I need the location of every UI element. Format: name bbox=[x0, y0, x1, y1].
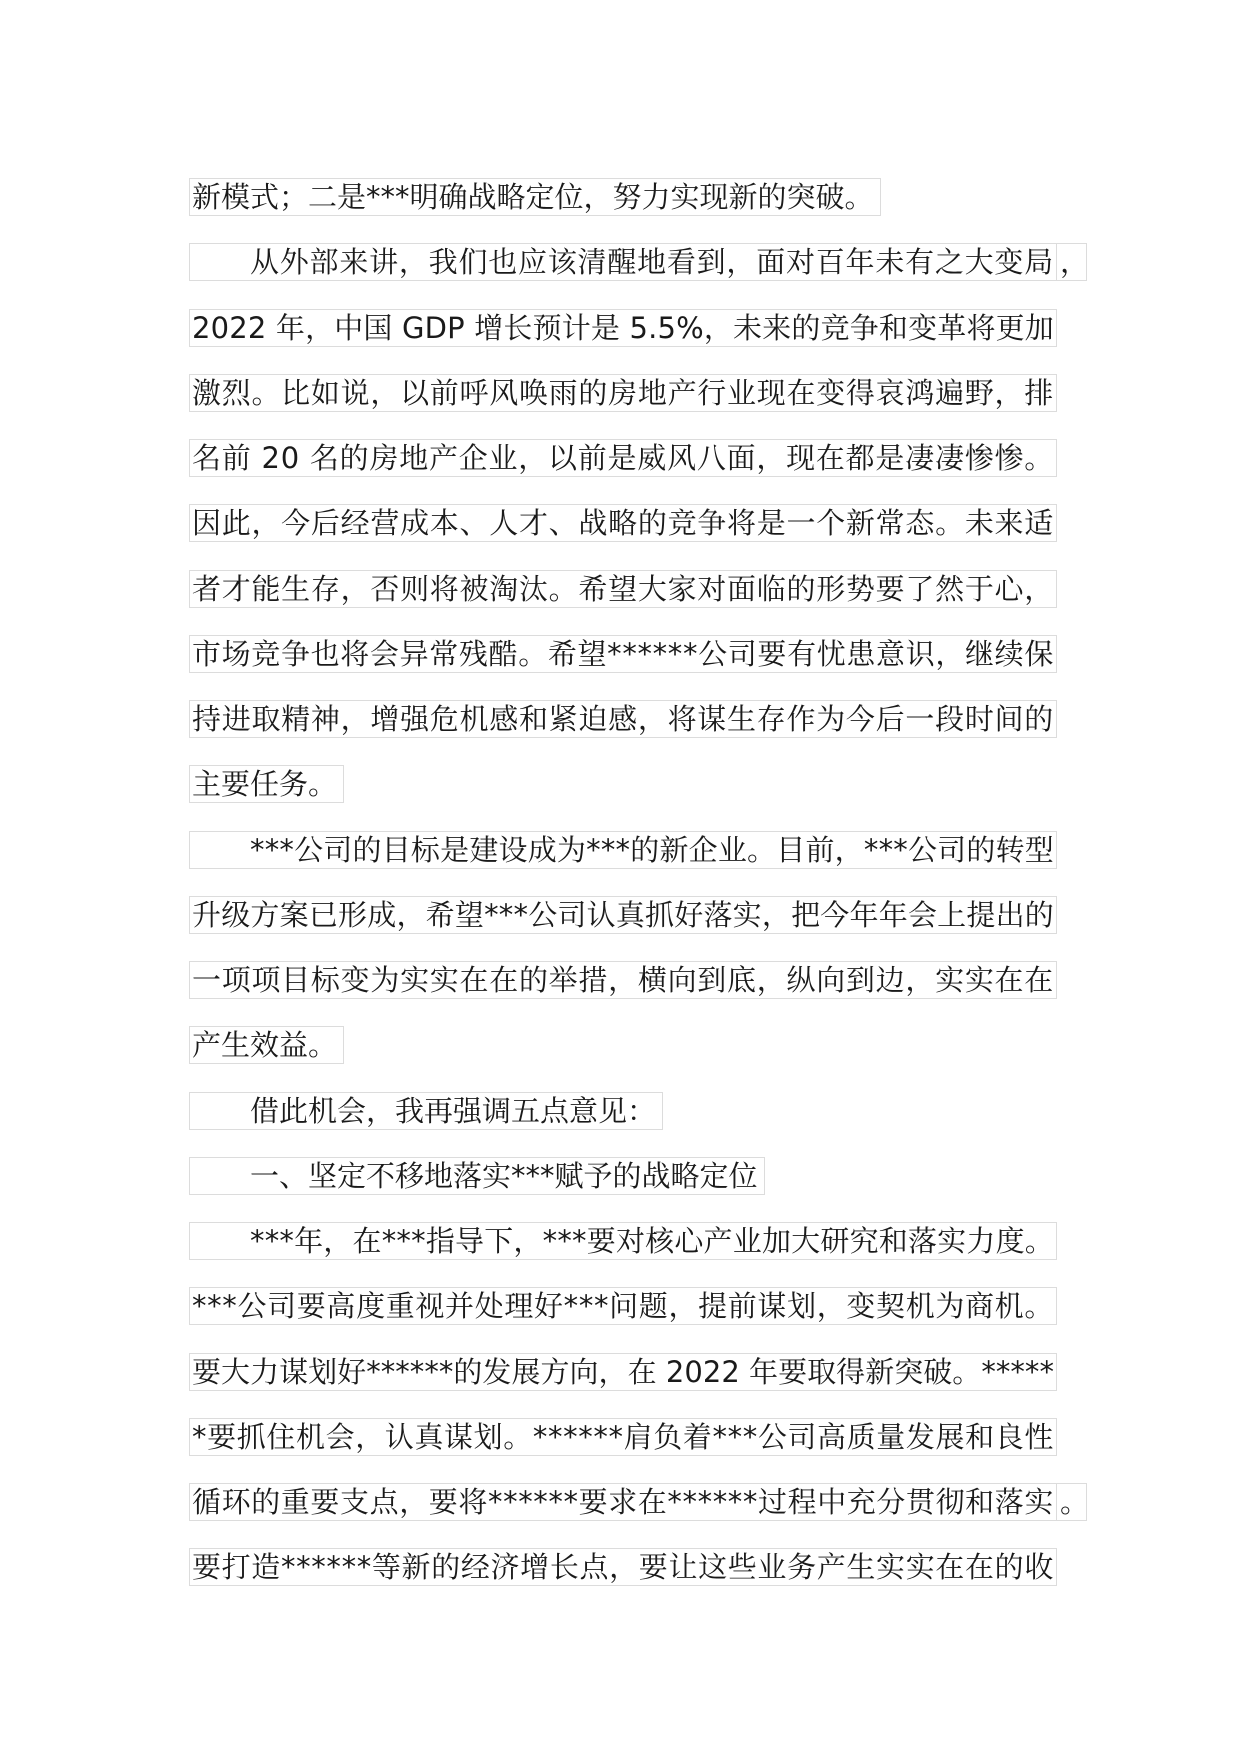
text-line bbox=[189, 243, 1109, 281]
text-line bbox=[189, 961, 1109, 999]
text-line bbox=[189, 504, 1109, 542]
line-box bbox=[189, 765, 344, 803]
line-box bbox=[189, 1092, 663, 1130]
line-text: 者才能生存，否则将被淘汰。希望大家对面临的形势要了然于心， bbox=[192, 571, 1054, 606]
line-text: 一项项目标变为实实在在的举措，横向到底，纵向到边，实实在在 bbox=[192, 963, 1054, 997]
line-text: *要抓住机会，认真谋划。******肩负着***公司高质量发展和良性 bbox=[192, 1419, 1054, 1454]
text-line bbox=[189, 700, 1109, 738]
line-box bbox=[189, 309, 1057, 347]
document-page bbox=[189, 178, 1109, 1614]
line-text: 名前 20 名的房地产企业，以前是威风八面，现在都是凄凄惨惨。 bbox=[192, 441, 1054, 475]
line-tail-punctuation: 。 bbox=[1060, 1485, 1090, 1519]
text-line bbox=[189, 831, 1109, 869]
line-text: 主要任务。 bbox=[192, 767, 338, 802]
text-line bbox=[189, 439, 1109, 477]
line-box bbox=[189, 570, 1057, 608]
text-line bbox=[189, 374, 1109, 412]
line-box bbox=[189, 1026, 344, 1064]
line-text: 2022 年，中国 GDP 增长预计是 5.5%，未来的竞争和变革将更加 bbox=[192, 310, 1054, 345]
text-line bbox=[189, 178, 1109, 216]
line-tail-punctuation: ， bbox=[1060, 245, 1090, 280]
section-heading: 一、坚定不移地落实***赋予的战略定位 bbox=[250, 1158, 758, 1193]
line-box bbox=[189, 1353, 1057, 1391]
line-text: ***公司的目标是建设成为***的新企业。目前，***公司的转型 bbox=[250, 832, 1054, 867]
line-box bbox=[189, 1418, 1057, 1456]
text-line bbox=[189, 1092, 1109, 1130]
line-text: 从外部来讲，我们也应该清醒地看到，面对百年未有之大变局 bbox=[250, 245, 1054, 280]
line-box bbox=[189, 1287, 1057, 1325]
text-line bbox=[189, 1483, 1109, 1521]
text-line bbox=[189, 765, 1109, 803]
line-box bbox=[189, 374, 1057, 412]
line-box bbox=[189, 831, 1057, 869]
section-heading-box bbox=[189, 1157, 765, 1195]
text-line bbox=[189, 1026, 1109, 1064]
line-box bbox=[189, 243, 1057, 281]
text-line bbox=[189, 309, 1109, 347]
line-tail-box bbox=[1056, 243, 1090, 281]
line-box bbox=[189, 178, 881, 216]
line-text: 新模式；二是***明确战略定位，努力实现新的突破。 bbox=[192, 180, 874, 214]
line-box bbox=[189, 700, 1057, 738]
line-text: ***公司要高度重视并处理好***问题，提前谋划，变契机为商机。 bbox=[192, 1289, 1054, 1324]
line-box bbox=[189, 635, 1057, 673]
line-text: 激烈。比如说，以前呼风唤雨的房地产行业现在变得哀鸿遍野，排 bbox=[192, 375, 1054, 410]
text-line bbox=[189, 1157, 1109, 1195]
line-text: 循环的重要支点，要将******要求在******过程中充分贯彻和落实 bbox=[192, 1485, 1054, 1519]
line-box bbox=[189, 1222, 1057, 1260]
text-line bbox=[189, 1222, 1109, 1260]
text-line bbox=[189, 1418, 1109, 1456]
line-box bbox=[189, 1483, 1057, 1521]
line-text: 要大力谋划好******的发展方向，在 2022 年要取得新突破。***** bbox=[192, 1354, 1054, 1389]
line-text: ***年，在***指导下，***要对核心产业加大研究和落实力度。 bbox=[250, 1224, 1054, 1258]
text-line bbox=[189, 1353, 1109, 1391]
line-box bbox=[189, 1548, 1057, 1586]
text-line bbox=[189, 896, 1109, 934]
text-line bbox=[189, 1287, 1109, 1325]
text-line bbox=[189, 570, 1109, 608]
line-text: 持进取精神，增强危机感和紧迫感，将谋生存作为今后一段时间的 bbox=[192, 702, 1054, 736]
line-text: 产生效益。 bbox=[192, 1028, 338, 1063]
line-text: 市场竞争也将会异常残酷。希望******公司要有忧患意识，继续保 bbox=[192, 636, 1054, 671]
text-line bbox=[189, 635, 1109, 673]
line-box bbox=[189, 896, 1057, 934]
line-text: 要打造******等新的经济增长点，要让这些业务产生实实在在的收 bbox=[192, 1550, 1054, 1585]
line-box bbox=[189, 961, 1057, 999]
line-text: 借此机会，我再强调五点意见： bbox=[250, 1093, 657, 1128]
text-line bbox=[189, 1548, 1109, 1586]
line-tail-box bbox=[1056, 1483, 1090, 1521]
line-box bbox=[189, 439, 1057, 477]
line-text: 因此，今后经营成本、人才、战略的竞争将是一个新常态。未来适 bbox=[192, 506, 1054, 541]
line-box bbox=[189, 504, 1057, 542]
line-text: 升级方案已形成，希望***公司认真抓好落实，把今年年会上提出的 bbox=[192, 897, 1054, 932]
